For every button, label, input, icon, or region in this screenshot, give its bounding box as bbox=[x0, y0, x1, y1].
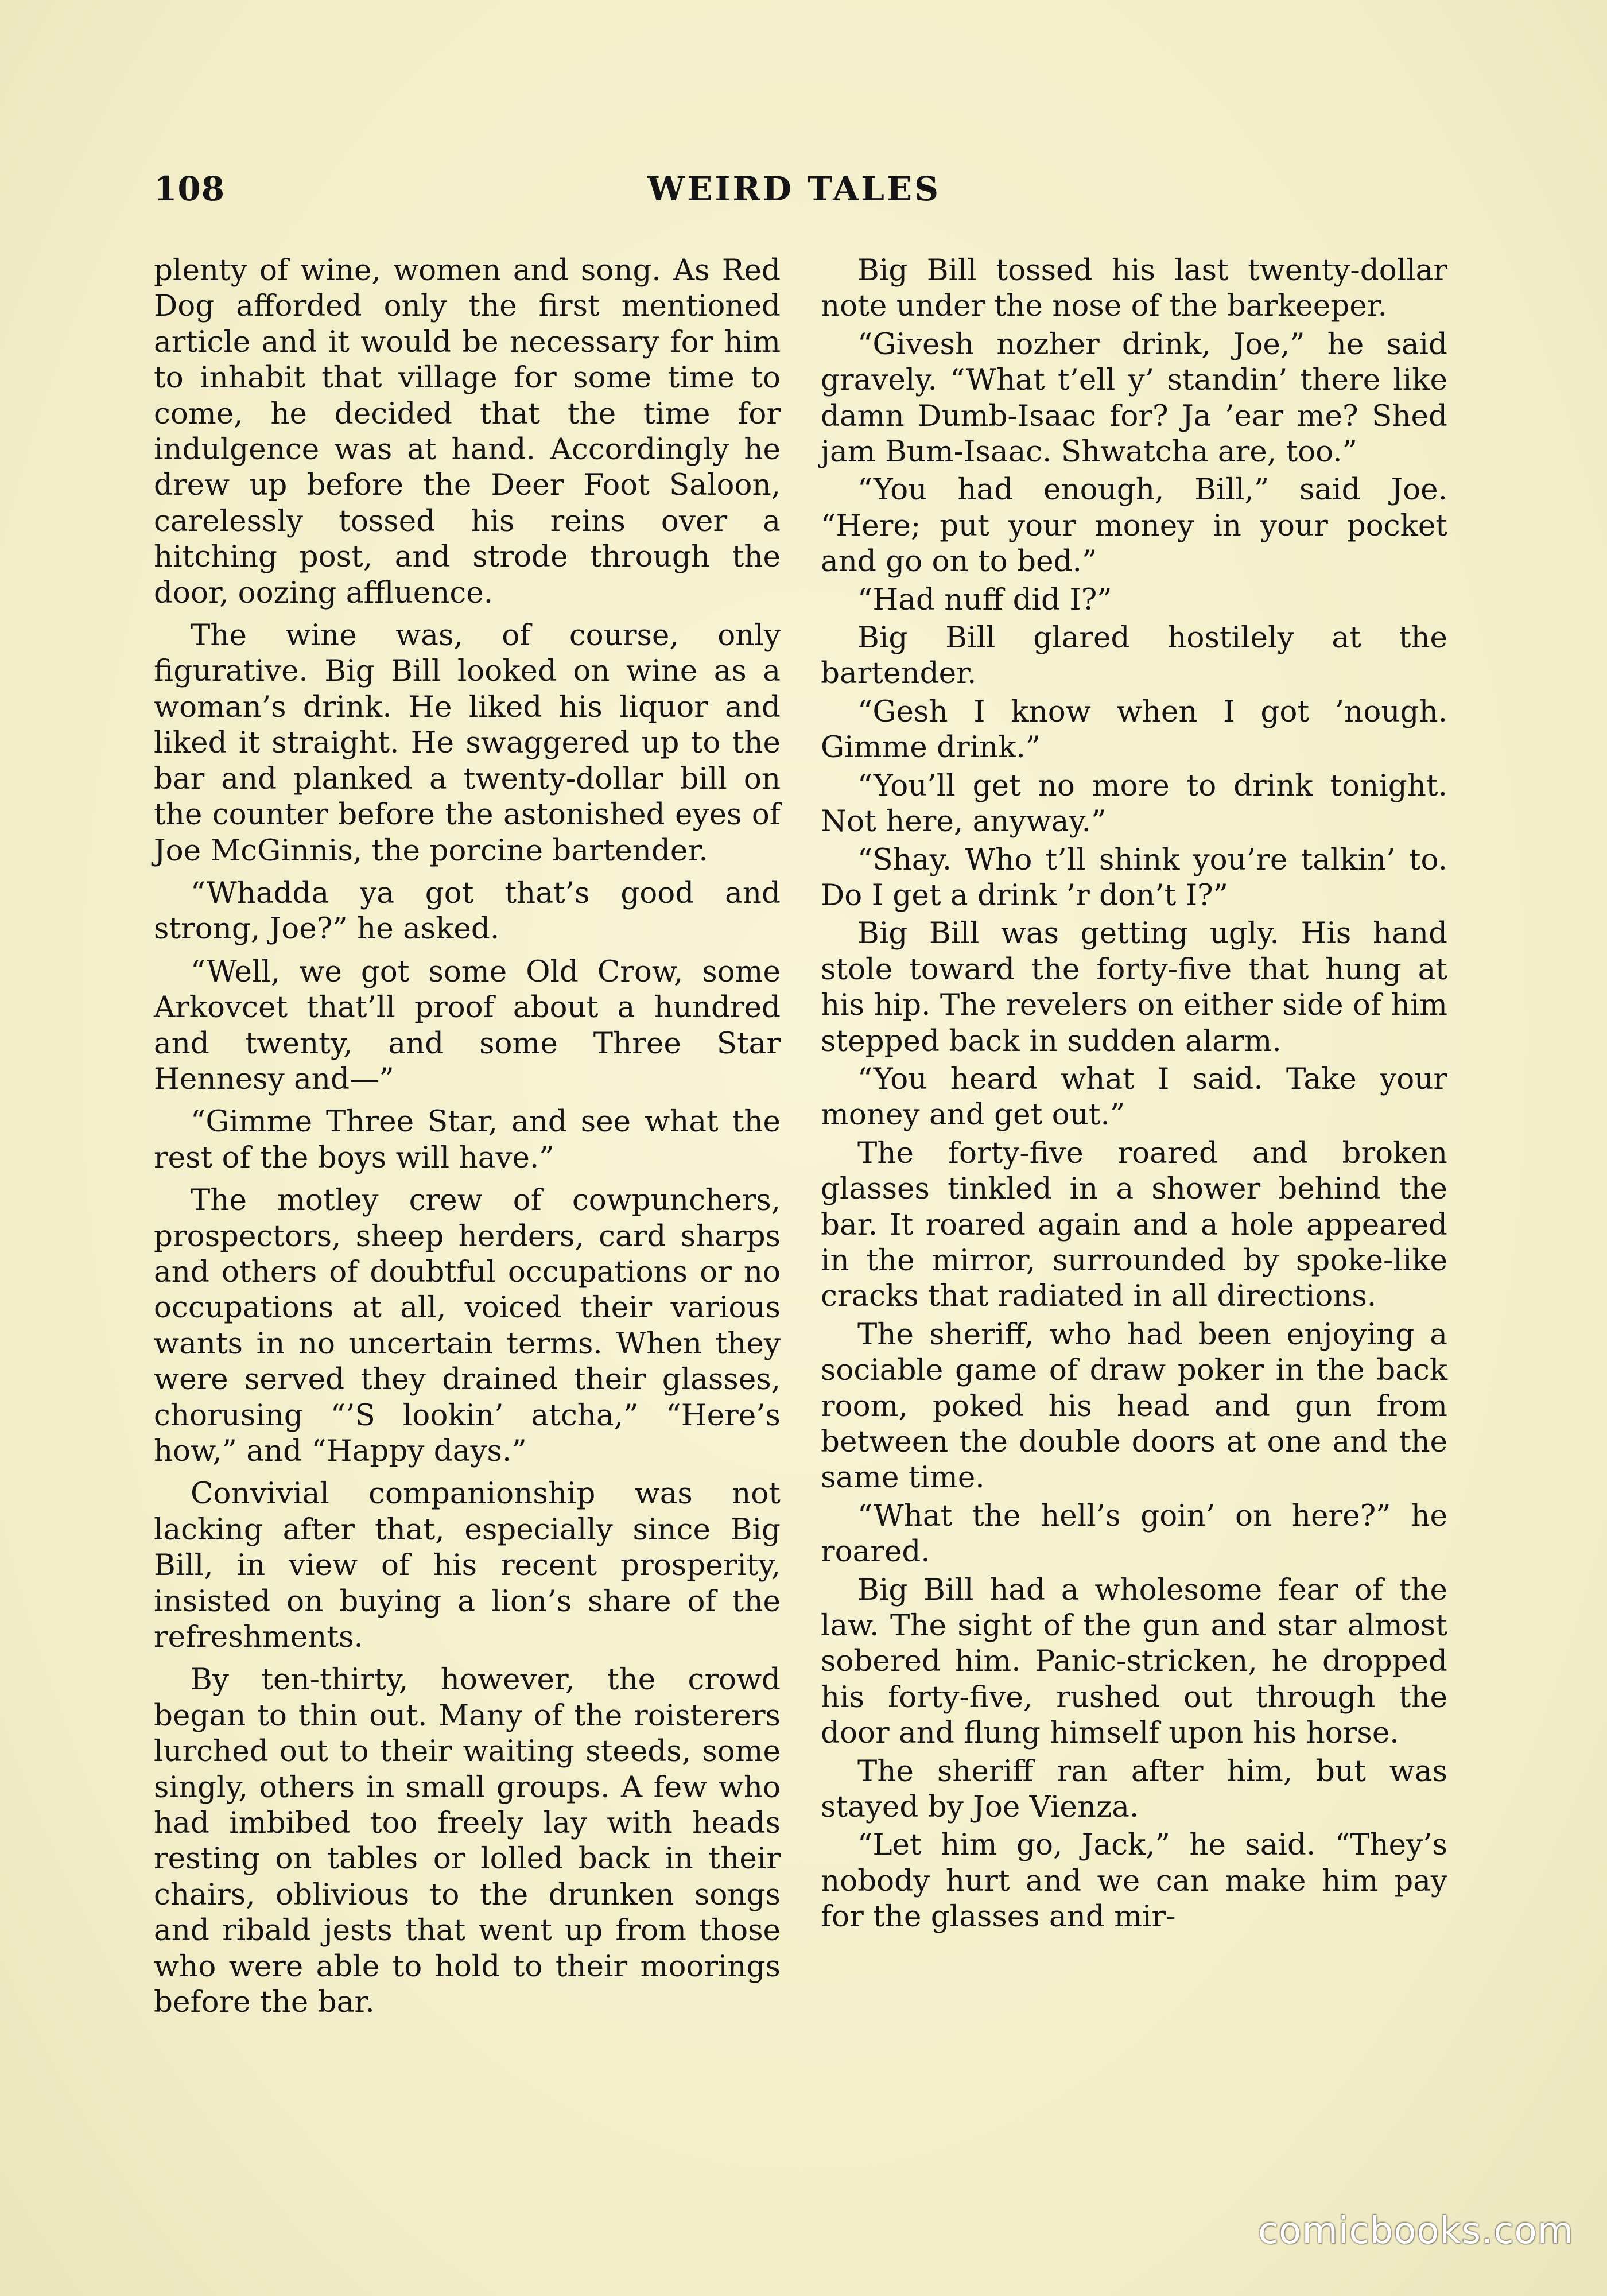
paragraph: Big Bill glared hostilely at the bartender. bbox=[821, 620, 1447, 691]
left-column bbox=[154, 253, 781, 2020]
paragraph: “You had enough, Bill,” said Joe. “Here; put your money in your pocket and go on to bed.” bbox=[821, 472, 1447, 579]
paragraph: “Shay. Who t’ll shink you’re talkin’ to. Do I get a drink ’r don’t I?” bbox=[821, 842, 1447, 913]
paragraph: “Had nuff did I?” bbox=[857, 582, 1112, 617]
paragraph: Big Bill tossed his last twenty-dollar note under the nose of the barkeeper. bbox=[821, 253, 1447, 324]
paragraph: “Let him go, Jack,” he said. “They’s nobody hurt and we can make him pay for the glasses and mir- bbox=[821, 1828, 1447, 1934]
paragraph: “Well, we got some Old Crow, some Arkovcet that’ll proof about a hundred and twenty, and some Three Star Hennesy and—” bbox=[154, 954, 781, 1096]
paragraph: “You’ll get no more to drink tonight. Not here, anyway.” bbox=[821, 768, 1447, 839]
paragraph: “Givesh nozher drink, Joe,” he said gravely. “What t’ell y’ standin’ there like damn Dumb-Isaac for? Ja ’ear me? Shed jam Bum-Isaac. Shwatcha are, too.” bbox=[821, 327, 1447, 470]
paragraph: The wine was, of course, only figurative. Big Bill looked on wine as a woman’s drink. He liked his liquor and liked it straight. He swaggered up to the bar and planked a twenty-dollar bill on the counter before the astonished eyes of Joe McGinnis, the porcine bartender. bbox=[154, 618, 781, 868]
paragraph: “Gesh I know when I got ’nough. Gimme drink.” bbox=[821, 694, 1447, 765]
paragraph: Convivial companionship was not lacking after that, especially since Big Bill, in view of his recent prosperity, insisted on buying a lion’s share of the refreshments. bbox=[154, 1476, 781, 1655]
paragraph: The forty-five roared and broken glasses tinkled in a shower behind the bar. It roared again and a hole appeared in the mirror, surrounded by spoke-like cracks that radiated in all directions. bbox=[821, 1135, 1447, 1314]
right-column bbox=[821, 253, 1447, 1935]
paragraph: The sheriff ran after him, but was stayed by Joe Vienza. bbox=[821, 1754, 1447, 1825]
paragraph: By ten-thirty, however, the crowd began to thin out. Many of the roisterers lurched out to their waiting steeds, some singly, others in small groups. A few who had imbibed too freely lay with heads resting on tables or lolled back in their chairs, oblivious to the drunken songs and ribald jests that went up from those who were able to hold to their moorings before the bar. bbox=[154, 1662, 781, 2020]
magazine-title: WEIRD TALES bbox=[647, 169, 941, 208]
paragraph: The motley crew of cowpunchers, prospectors, sheep herders, card sharps and others of doubtful occupations or no occupations at all, voiced their various wants in no uncertain terms. When they were served they drained their glasses, chorusing “’S lookin’ atcha,” “Here’s how,” and “Happy days.” bbox=[154, 1183, 781, 1468]
paragraph: “What the hell’s goin’ on here?” he roared. bbox=[821, 1498, 1447, 1569]
watermark: comicbooks.com bbox=[1257, 2210, 1574, 2252]
paragraph: Big Bill was getting ugly. His hand stole toward the forty-five that hung at his hip. The revelers on either side of him stepped back in sudden alarm. bbox=[821, 916, 1447, 1058]
paragraph: Big Bill had a wholesome fear of the law. The sight of the gun and star almost sobered him. Panic-stricken, he dropped his forty-five, rushed out through the door and flung himself upon his horse. bbox=[821, 1572, 1447, 1751]
page-number: 108 bbox=[154, 169, 226, 208]
paragraph: The sheriff, who had been enjoying a sociable game of draw poker in the back room, poked his head and gun from between the double doors at one and the same time. bbox=[821, 1317, 1447, 1495]
page-header bbox=[154, 169, 1452, 215]
paragraph: “Whadda ya got that’s good and strong, Joe?” he asked. bbox=[154, 875, 781, 947]
paragraph: “Gimme Three Star, and see what the rest of the boys will have.” bbox=[154, 1104, 781, 1175]
paragraph: “You heard what I said. Take your money and get out.” bbox=[821, 1061, 1447, 1133]
paragraph: plenty of wine, women and song. As Red Dog afforded only the first mentioned article and it would be necessary for him to inhabit that village for some time to come, he decided that the time for indulgence was at hand. Accordingly he drew up before the Deer Foot Saloon, carelessly tossed his reins over a hitching post, and strode through the door, oozing affluence. bbox=[154, 253, 781, 610]
